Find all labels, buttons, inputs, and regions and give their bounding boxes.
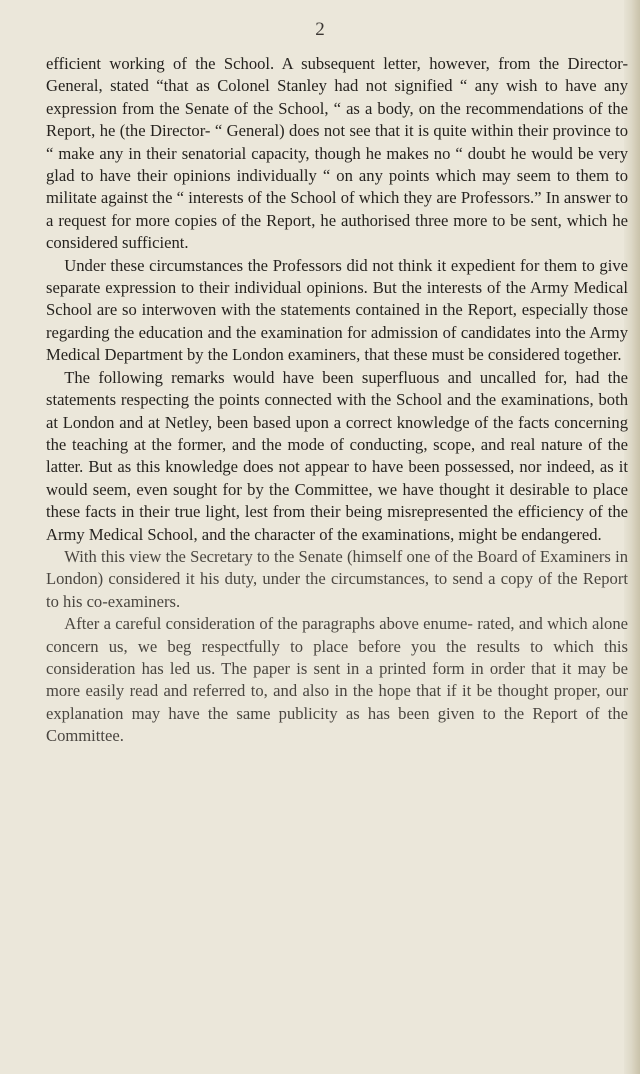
page-number: 2	[315, 19, 325, 40]
body-text	[46, 53, 628, 748]
paragraph: Under these circumstances the Professors did not think it expedient for them to give separate expression to their individual opinions. But the interests of the Army Medical School are so interwoven with the statements contained in the Report, especially those regarding the education and the examination for admission of candidates into the Army Medical Department by the London examiners, that these must be considered together.	[46, 255, 628, 365]
paragraph: With this view the Secretary to the Senate (himself one of the Board of Examiners in London) considered it his duty, under the circumstances, to send a copy of the Report to his co-examiners.	[46, 546, 628, 611]
paragraph: After a careful consideration of the paragraphs above enume- rated, and which alone concern us, we beg respectfully to place before you the results to which this consideration has led us. The paper is sent in a printed form in order that it may be more easily read and referred to, and also in the hope that if it be thought proper, our explanation may have the same publicity as has been given to the Report of the Committee.	[46, 614, 628, 746]
paragraph: The following remarks would have been superfluous and uncalled for, had the statements respecting the points connected with the School and the examinations, both at London and at Netley, been based upon a correct knowledge of the facts concerning the teaching at the former, and the mode of conducting, scope, and real nature of the latter. But as this knowledge does not appear to have been possessed, nor indeed, as it would seem, even sought for by the Committee, we have thought it desirable to place these facts in their true light, lest from their being misrepresented the efficiency of the Army Medical School, and the character of the examinations, might be endangered.	[46, 367, 628, 544]
paragraph-continued: efficient working of the School. A subsequent letter, however, from the Director-General, stated “that as Colonel Stanley had not signified “ any wish to have any expression from the Senate of the School, “ as a body, on the recommendations of the Report, he (the Director- “ General) does not see that it is quite within their province to “ make any in their senatorial capacity, though he makes no “ doubt he would be very glad to have their opinions individually “ on any points which may seem to them to militate against the “ interests of the School of which they are Professors.” In answer to a request for more copies of the Report, he authorised three more to be sent, which he considered sufficient.	[46, 54, 628, 253]
